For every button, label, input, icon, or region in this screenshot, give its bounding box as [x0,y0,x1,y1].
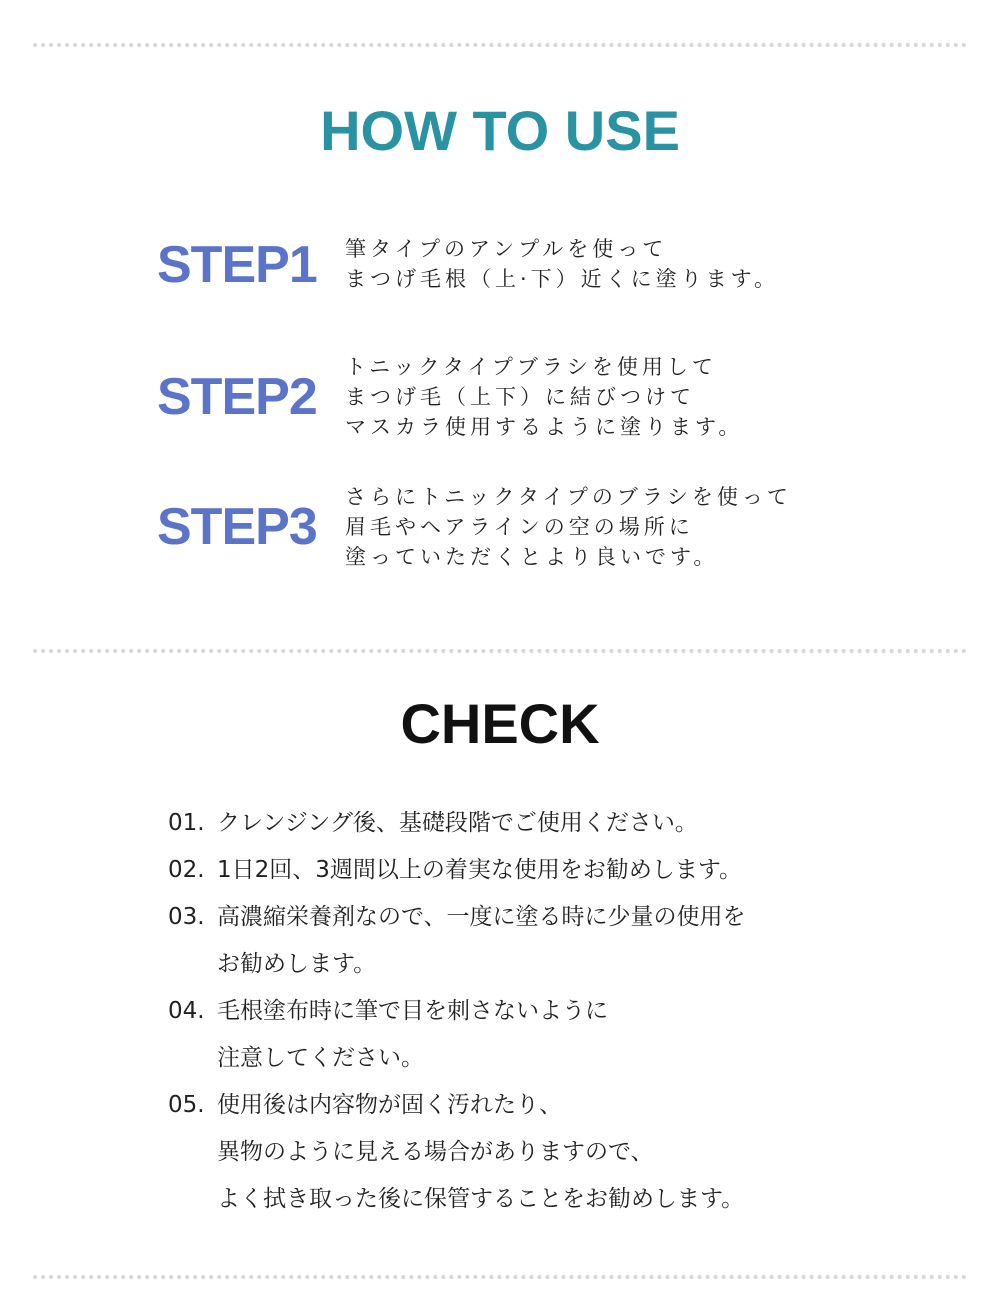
check-item [168,988,746,1082]
check-item-line: 高濃縮栄養剤なので、一度に塗る時に少量の使用を [217,904,746,930]
divider-bottom [33,1275,967,1279]
check-item-line: よく拭き取った後に保管することをお勧めします。 [217,1186,745,1212]
step-line: まつげ毛根（上·下）近くに塗ります。 [345,267,779,291]
check-list [168,800,746,1223]
step-line: 眉毛やヘアラインの空の場所に [345,515,694,539]
check-item-text [217,1082,744,1223]
divider-top [33,43,967,47]
check-item-line: お勧めします。 [217,951,377,977]
step-line: 塗っていただくとより良いです。 [345,545,719,569]
check-item-text [217,894,746,988]
check-title: CHECK [400,692,600,755]
step-line: マスカラ使用するように塗ります。 [345,415,744,439]
check-item-line: 毛根塗布時に筆で目を刺さないように [217,998,608,1024]
check-item-number: 05. [168,1092,205,1118]
check-item-number: 03. [168,904,205,930]
step-description [345,234,779,294]
check-item [168,800,746,847]
how-to-use-title: HOW TO USE [320,99,680,162]
check-item-line: 1日2回、3週間以上の着実な使用をお勧めします。 [217,857,743,883]
check-item-line: 使用後は内容物が固く汚れたり、 [217,1092,562,1118]
check-item [168,1082,746,1223]
check-item-line: 注意してください。 [217,1045,424,1071]
check-item-text [217,800,698,847]
check-item-line: 異物のように見える場合がありますので、 [217,1139,654,1165]
step-line: まつげ毛（上下）に結びつけて [345,385,695,409]
step-label: STEP3 [157,498,317,556]
check-item-line: クレンジング後、基礎段階でご使用ください。 [217,810,698,836]
check-item-text [217,988,608,1082]
divider-middle [33,649,967,653]
step-label: STEP2 [157,368,317,426]
step-description [345,482,792,572]
step-line: 筆タイプのアンプルを使って [345,237,668,261]
check-item [168,847,746,894]
step-line: さらにトニックタイプのブラシを使って [345,485,792,509]
check-item-number: 04. [168,998,205,1024]
step-description [345,352,743,442]
check-item-text [217,847,742,894]
check-item-number: 01. [168,810,205,836]
step-line: トニックタイプブラシを使用して [345,355,717,379]
check-item [168,894,746,988]
step-label: STEP1 [157,236,317,294]
check-item-number: 02. [168,857,205,883]
